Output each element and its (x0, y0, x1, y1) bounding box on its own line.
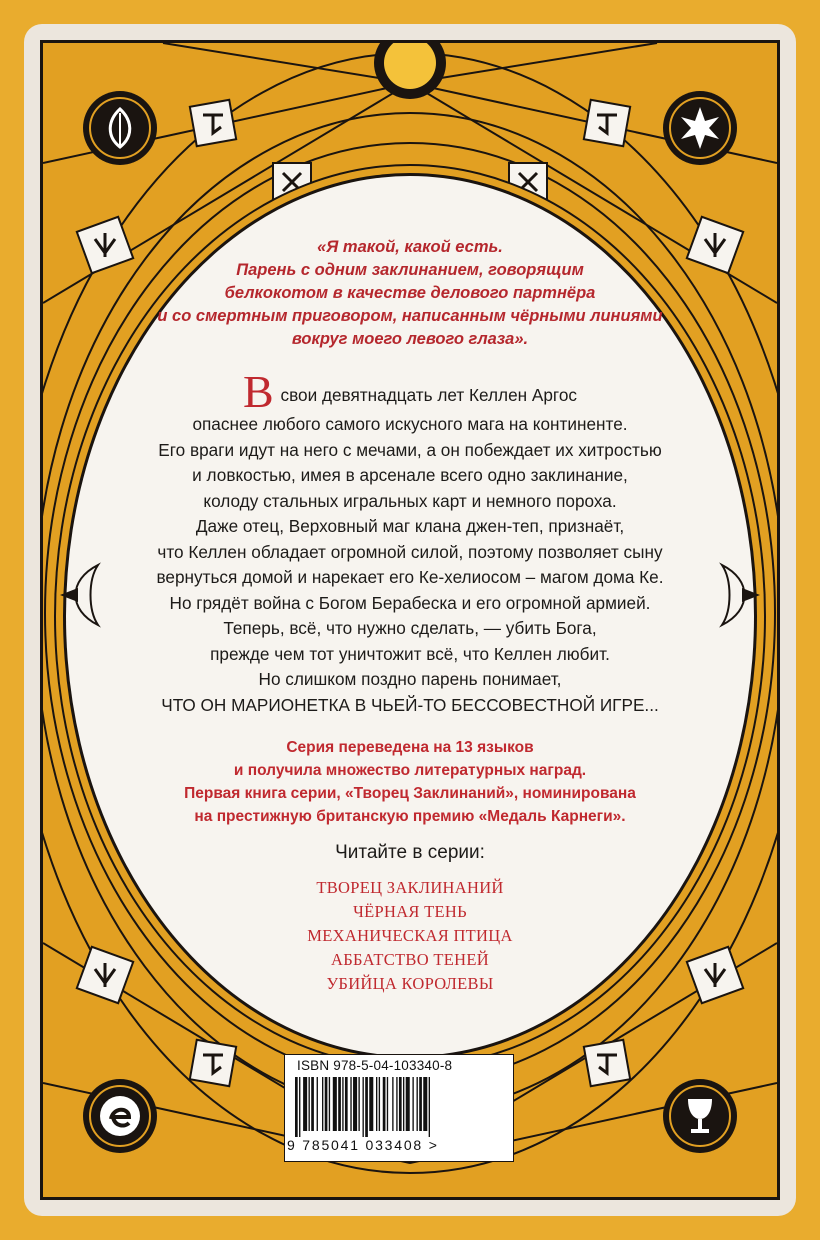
synopsis-line: Теперь, всё, что нужно сделать, — убить Бога, (223, 618, 597, 638)
barcode-bar (419, 1077, 422, 1131)
leaf-icon (83, 91, 157, 165)
synopsis-line: вернуться домой и нарекает его Ке-хелиосом – магом дома Ке. (156, 567, 664, 587)
quote-line: и со смертным приговором, написанным чёрными линиями (157, 307, 663, 325)
barcode-bar (329, 1077, 330, 1131)
series-line: Первая книга серии, «Творец Заклинаний», номинирована (184, 785, 636, 802)
barcode-bar (342, 1077, 343, 1131)
book-title: МЕХАНИЧЕСКАЯ ПТИЦА (307, 926, 513, 945)
book-title: АББАТСТВО ТЕНЕЙ (331, 950, 489, 969)
barcode-bar (423, 1077, 427, 1131)
barcode-bar (299, 1077, 300, 1137)
barcode-bar (379, 1077, 380, 1131)
book-title: УБИЙЦА КОРОЛЕВЫ (326, 974, 494, 993)
barcode-bars (295, 1077, 501, 1137)
synopsis-line: и ловкостью, имея в арсенале всего одно заклинание, (192, 465, 628, 485)
synopsis-line: прежде чем тот уничтожит всё, что Келлен любит. (210, 643, 610, 664)
synopsis-line: ЧТО ОН МАРИОНЕТКА В ЧЬЕЙ-ТО БЕССОВЕСТНОЙ ИГРЕ... (161, 694, 659, 715)
synopsis-line: опаснее любого самого искусного мага на континенте. (192, 414, 628, 434)
barcode-bar (338, 1077, 341, 1131)
book-title: ТВОРЕЦ ЗАКЛИНАНИЙ (316, 878, 504, 897)
barcode-bar (399, 1077, 402, 1131)
series-line: на престижную британскую премию «Медаль Карнеги». (194, 808, 626, 825)
barcode-bar (309, 1077, 310, 1131)
synopsis-line: свои девятнадцать лет Келлен Аргос (280, 385, 577, 405)
isbn-barcode (284, 1054, 514, 1162)
barcode-bar (311, 1077, 314, 1131)
barcode-bar (369, 1077, 373, 1131)
barcode-bar (406, 1077, 410, 1131)
quote-line: «Я такой, какой есть. (317, 238, 503, 256)
barcode-bar (387, 1077, 388, 1131)
chalice-icon (663, 1079, 737, 1153)
barcode-bar (396, 1077, 397, 1131)
quote-line: вокруг моего левого глаза». (291, 330, 529, 348)
series-heading: Читайте в серии: (335, 842, 485, 863)
barcode-bar (403, 1077, 404, 1131)
isbn-label: ISBN 978-5-04-103340-8 (297, 1058, 453, 1073)
synopsis-line: колоду стальных игральных карт и немного пороха. (203, 490, 617, 511)
barcode-bar (317, 1077, 318, 1131)
synopsis-first-line (90, 366, 730, 417)
barcode-bar (383, 1077, 386, 1131)
barcode-bar (365, 1077, 368, 1137)
epigraph-quote (90, 236, 730, 351)
barcode-bar (417, 1077, 418, 1131)
barcode-bar (325, 1077, 328, 1131)
barcode-bar (353, 1077, 357, 1131)
series-line: Серия переведена на 13 языков (286, 739, 534, 756)
synopsis-line: что Келлен обладает огромной силой, поэтому позволяет сыну (157, 541, 663, 562)
drop-cap: В (243, 366, 274, 417)
barcode-bar (333, 1077, 337, 1131)
barcode-bar (363, 1077, 364, 1137)
barcode-bar (322, 1077, 323, 1131)
star-icon (663, 91, 737, 165)
quote-line: Парень с одним заклинанием, говорящим (236, 261, 584, 279)
barcode-bar (429, 1077, 430, 1137)
barcode-bar (345, 1077, 348, 1131)
synopsis-line: Даже отец, Верховный маг клана джен-теп, признаёт, (195, 516, 625, 536)
book-title: ЧЁРНАЯ ТЕНЬ (353, 902, 467, 921)
synopsis-line: Но грядёт война с Богом Берабеска и его огромной армией. (169, 592, 651, 613)
barcode-bar (376, 1077, 377, 1131)
barcode-bar (412, 1077, 413, 1131)
barcode-bar (295, 1077, 298, 1137)
barcode-number: 9 785041 033408 > (287, 1137, 439, 1153)
publisher-logo-icon[interactable] (83, 1079, 157, 1153)
synopsis-line: Но слишком поздно парень понимает, (258, 669, 562, 689)
synopsis (90, 366, 730, 718)
book-list (90, 876, 730, 996)
barcode-bar (303, 1077, 307, 1131)
barcode-bar (350, 1077, 351, 1131)
series-info (90, 736, 730, 828)
barcode-bar (358, 1077, 359, 1131)
sun-icon (374, 43, 446, 99)
quote-line: белкокотом в качестве делового партнёра (224, 284, 596, 302)
synopsis-line: Его враги идут на него с мечами, а он побеждает их хитростью (158, 439, 662, 460)
barcode-bar (392, 1077, 393, 1131)
series-line: и получила множество литературных наград. (233, 762, 587, 779)
